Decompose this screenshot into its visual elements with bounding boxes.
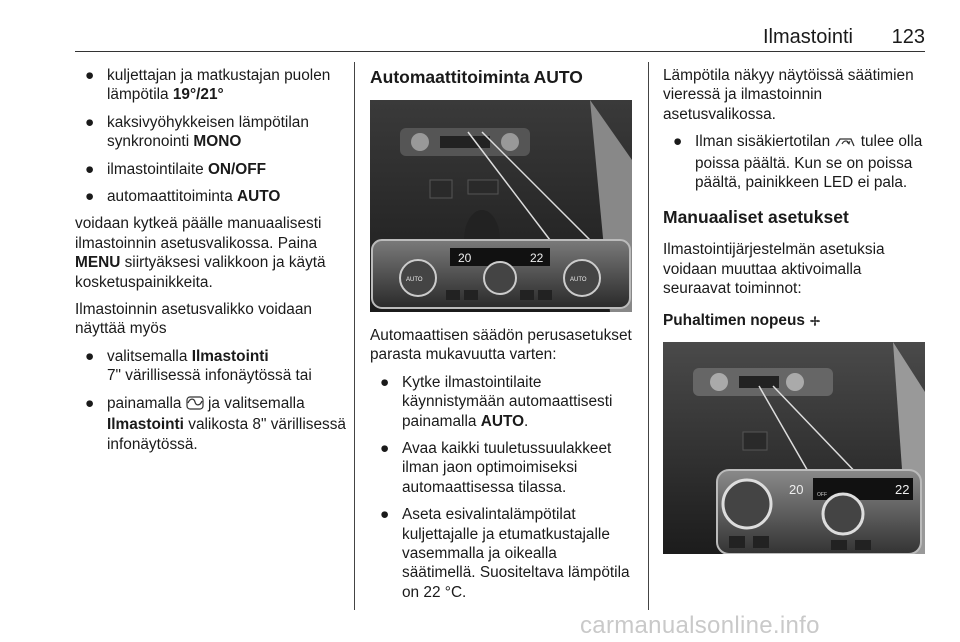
- right-temp-display: 22: [895, 482, 910, 498]
- list-item: ● ilmastointilaite ON/OFF: [85, 160, 267, 178]
- right-temp-display: 22: [530, 251, 544, 265]
- column-divider-2: [648, 62, 649, 610]
- climate-panel-photo: [370, 100, 632, 312]
- bullet-dot: ●: [85, 160, 95, 178]
- column-2: [370, 66, 634, 610]
- sub-list-item: ● valitsemalla Ilmastointi 7" värillisessä infonäytössä tai: [85, 347, 312, 385]
- left-temp-display: 20: [789, 482, 804, 498]
- header-title: Ilmastointi: [762, 26, 853, 48]
- recirculation-icon: [834, 134, 856, 153]
- header-rule: [75, 51, 925, 52]
- subheading: Puhaltimen nopeus: [663, 311, 928, 332]
- paragraph: Lämpötila näkyy näytöissä säätimien vieressä ja ilmastoinnin asetusvalikossa.: [663, 67, 914, 123]
- list-item: ● Aseta esivalintalämpötilat kuljettajalle ja etumatkustajalle vasemmalla ja oikealla säätimellä. Suositeltava lämpötila on 22 °C.: [380, 506, 630, 601]
- bullet-dot: ●: [85, 67, 95, 84]
- climate-icon: [186, 396, 204, 415]
- bullet-dot: ●: [85, 188, 95, 206]
- paragraph: Ilmastoinnin asetusvalikko voidaan näyttää myös: [75, 301, 312, 338]
- list-item: ● kuljettajan ja matkustajan puolen lämpötila 19°/21°: [85, 67, 331, 104]
- column-1: [75, 66, 347, 462]
- paragraph: Automaattisen säädön perusasetukset parasta mukavuutta varten:: [370, 327, 632, 364]
- page-number: 123: [891, 26, 925, 48]
- section-heading: Automaattitoiminta AUTO: [370, 67, 583, 87]
- left-temp-display: 20: [458, 251, 472, 265]
- bullet-dot: ●: [380, 440, 390, 458]
- bullet-dot: ●: [85, 347, 95, 365]
- fan-control-photo: [663, 342, 925, 554]
- list-item: ● Ilman sisäkiertotilan tulee olla poissa päältä. Kun se on poissa päältä, painikkeen LED ei pala.: [673, 133, 923, 192]
- auto-button-right: AUTO: [570, 277, 587, 283]
- paragraph: Ilmastointijärjestelmän asetuksia voidaan muuttaa aktivoimalla seuraavat toiminnot:: [663, 241, 885, 298]
- column-3: [663, 66, 928, 554]
- watermark: carmanualsonline.info: [580, 612, 820, 639]
- list-item: ● Kytke ilmastointilaite käynnistymään automaattisesti painamalla AUTO.: [380, 373, 613, 430]
- list-item: ● automaattitoiminta AUTO: [85, 188, 281, 206]
- section-heading: Manuaaliset asetukset: [663, 207, 849, 228]
- off-label: OFF: [817, 492, 827, 499]
- bullet-dot: ●: [380, 373, 390, 391]
- bullet-dot: ●: [673, 133, 683, 151]
- fan-icon: [809, 313, 821, 332]
- column-divider-1: [354, 62, 355, 610]
- bullet-dot: ●: [380, 506, 390, 524]
- list-item: ● kaksivyöhykkeisen lämpötilan synkronointi MONO: [85, 113, 309, 151]
- bullet-dot: ●: [85, 394, 95, 412]
- paragraph: voidaan kytkeä päälle manuaalisesti ilmastoinnin asetusvalikossa. Paina MENU siirtyäksesi valikkoon ja käytä kosketuspainikkeita.: [75, 215, 326, 291]
- bullet-dot: ●: [85, 113, 95, 131]
- auto-button-left: AUTO: [406, 277, 423, 283]
- sub-list-item: ● painamalla ja valitsemalla Ilmastointi valikosta 8" värillisessä infonäytössä.: [85, 394, 346, 453]
- list-item: ● Avaa kaikki tuuletussuulakkeet ilman jaon optimoimiseksi automaattisessa tilassa.: [380, 440, 612, 496]
- page-header: [75, 26, 925, 54]
